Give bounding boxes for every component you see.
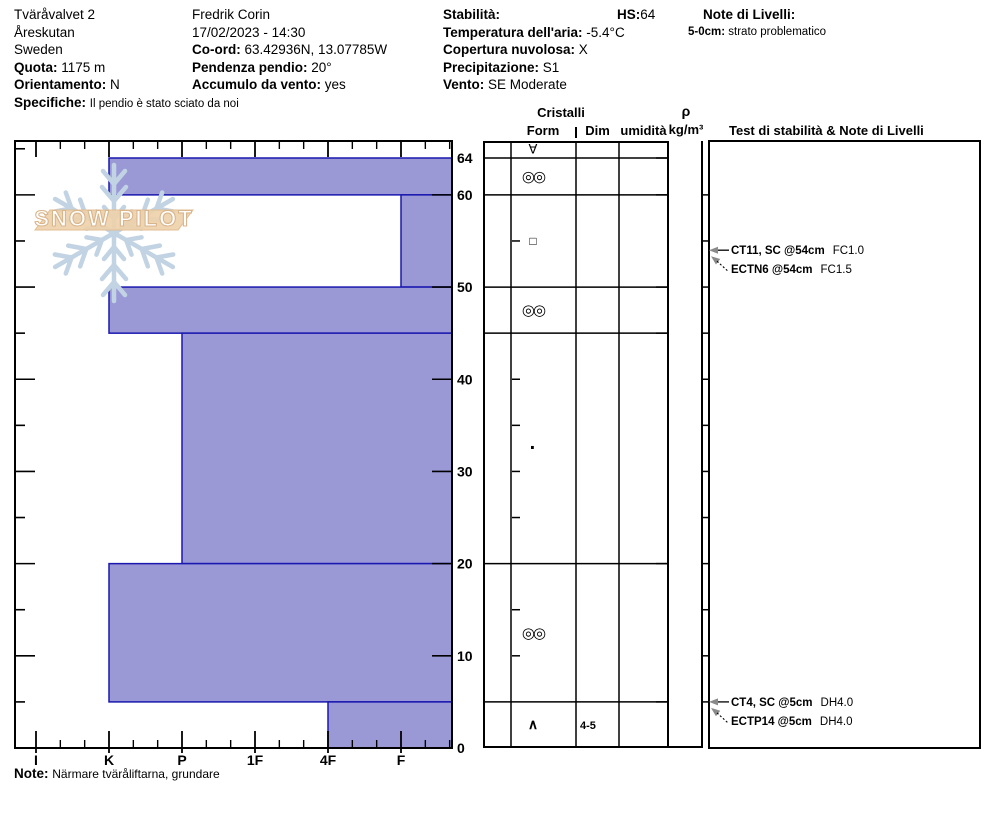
grain-form-symbol: ◎◎ [521,624,545,642]
layer-bar [182,333,452,563]
depth-tick-label: 0 [457,740,465,756]
hardness-label: 4F [319,752,337,768]
watermark-text: SNOW PILOT [34,206,194,231]
site-name: Tväråvalvet 2 [14,7,96,22]
grain-form-symbol: · [529,437,537,460]
hardness-label: 1F [246,752,264,768]
stability-tests [701,141,980,748]
hardness-label: I [34,752,38,768]
stability-test-annotation: ECTN6 @54cm FC1.5 [731,264,852,277]
note-label: Note: [14,766,49,781]
test-arrow-icon [709,698,718,705]
umidita-column-header: umidità [620,123,667,138]
country-name: Sweden [14,42,63,58]
hardness-label: K [103,752,115,768]
hardness-label: P [177,752,187,768]
density-units-header: kg/m³ [668,122,704,137]
layer-bar [109,287,452,333]
depth-tick-label: 60 [457,186,473,203]
cristalli-header: Cristalli [537,105,585,120]
test-arrow-icon [709,253,720,264]
quota-line: Quota: 1175 m [14,59,106,75]
test-leader-line [717,713,728,723]
stability-test-annotation: CT4, SC @5cm DH4.0 [731,696,854,709]
hs-line: HS:64 [617,7,656,22]
layer-bar [109,158,452,195]
layer-bar [328,702,452,748]
level-note-line: 5-0cm: strato problematico [688,25,827,38]
hardness-label: F [396,752,406,768]
depth-tick-label: 30 [457,463,473,480]
depth-tick-label: 40 [457,371,473,388]
stability-test-annotation: CT11, SC @54cm FC1.0 [731,245,865,258]
vento-line: Vento: SE Moderate [443,77,567,93]
test-arrow-icon [709,705,720,716]
grain-form-symbol: □ [529,233,537,248]
copertura-line: Copertura nuvolosa: X [443,42,588,58]
stabilita-line: Stabilità: [443,7,501,22]
tests-box [709,141,980,748]
test-leader-line [717,261,728,271]
tests-column-header: Test di stabilità & Note di Livelli [729,123,924,138]
depth-tick-label: 20 [457,555,473,572]
pendenza-line: Pendenza pendio: 20° [192,59,332,75]
area-name: Åreskutan [14,24,75,40]
observer-name: Fredrik Corin [192,7,271,22]
temperatura-line: Temperatura dell'aria: -5.4°C [443,24,625,40]
orientamento-line: Orientamento: N [14,77,120,93]
layer-bar [401,195,452,287]
note-value: Närmare tväråliftarna, grundare [52,767,220,781]
footer-note [14,766,220,781]
grain-form-symbol: ∧ [527,715,539,732]
layer-bar [109,564,452,702]
specifiche-line: Specifiche: Il pendio è stato sciato da noi [14,94,239,110]
precipitazione-line: Precipitazione: S1 [443,59,560,75]
level-notes-title: Note di Livelli: [703,7,796,22]
depth-tick-label: 10 [457,647,473,664]
grain-form-symbol: ◎◎ [521,302,545,320]
coord-line: Co-ord: 63.42936N, 13.07785W [192,42,388,58]
observation-datetime: 17/02/2023 - 14:30 [192,24,306,40]
dim-column-header: Dim [585,123,610,138]
depth-tick-label: 50 [457,279,473,296]
test-arrow-icon [709,247,718,254]
stability-test-annotation: ECTP14 @5cm DH4.0 [731,715,853,728]
crystal-table [483,141,702,748]
form-column-header: Form [526,123,560,138]
grain-form-symbol: ∀ [528,141,538,157]
grain-form-symbol: ◎◎ [521,168,545,186]
grain-size-value: 4-5 [580,719,596,732]
depth-tick-label: 64 [457,150,473,166]
accumulo-line: Accumulo da vento: yes [192,77,346,93]
density-symbol-header: ρ [681,103,691,119]
